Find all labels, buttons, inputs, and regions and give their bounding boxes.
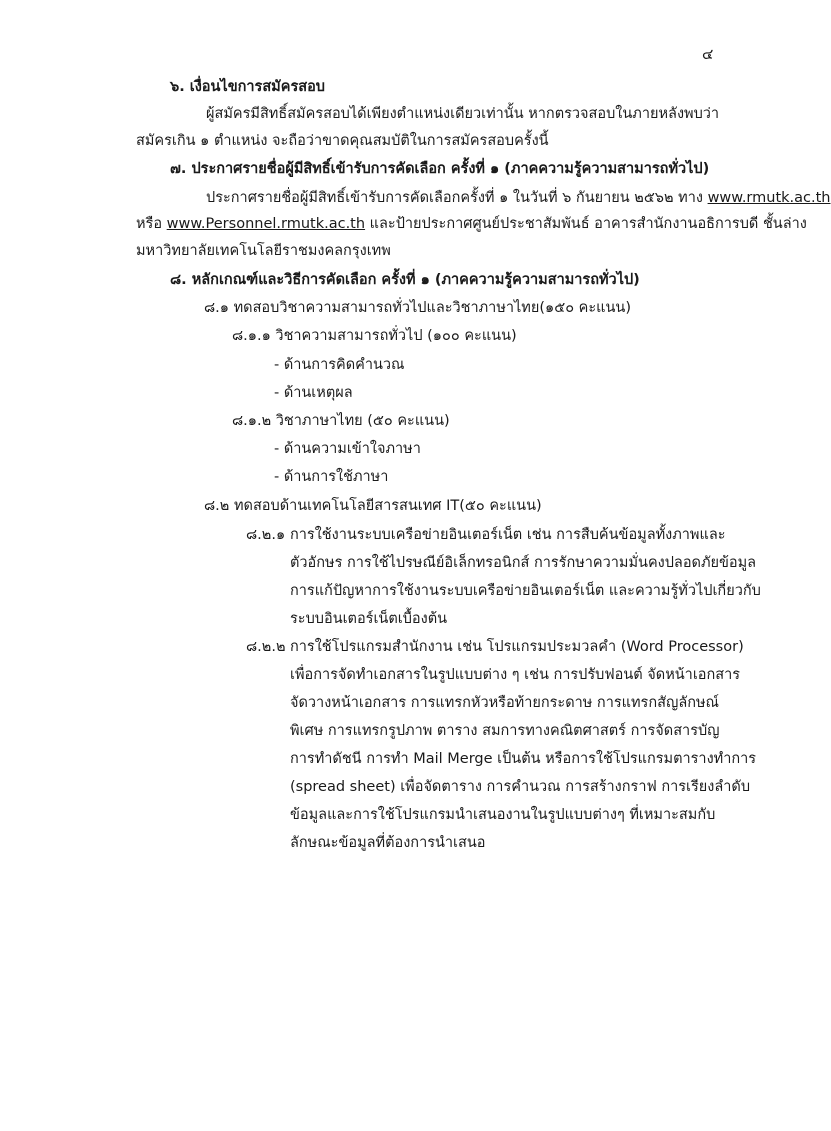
section-8-2-2-number: ๘.๒.๒ bbox=[246, 639, 286, 655]
section-6-line-1: ผู้สมัครมีสิทธิ์สมัครสอบได้เพียงตำแหน่งเดียวเท่านั้น หากตรวจสอบในภายหลังพบว่า bbox=[206, 106, 720, 122]
section-7-line-3: มหาวิทยาลัยเทคโนโลยีราชมงคลกรุงเทพ bbox=[136, 243, 391, 259]
section-8-2-2-line: จัดวางหน้าเอกสาร การแทรกหัวหรือท้ายกระดาษ การแทรกสัญลักษณ์ bbox=[290, 695, 719, 711]
section-8-2-2-line: (spread sheet) เพื่อจัดตาราง การคำนวณ การสร้างกราฟ การเรียงลำดับ bbox=[290, 779, 751, 795]
section-7-line-2-suffix: และป้ายประกาศศูนย์ประชาสัมพันธ์ อาคารสำนักงานอธิการบดี ชั้นล่าง bbox=[365, 216, 807, 232]
section-8-2-1-line: การใช้งานระบบเครือข่ายอินเตอร์เน็ต เช่น การสืบค้นข้อมูลทั้งภาพและ bbox=[290, 527, 726, 543]
section-8-2-2-line: การใช้โปรแกรมสำนักงาน เช่น โปรแกรมประมวลคำ (Word Processor) bbox=[290, 639, 744, 655]
section-8-1-2-item: - ด้านความเข้าใจภาษา bbox=[274, 441, 421, 457]
section-8-2-2-line: ลักษณะข้อมูลที่ต้องการนำเสนอ bbox=[290, 835, 486, 851]
section-8-2-2-line: พิเศษ การแทรกรูปภาพ ตาราง สมการทางคณิตศาสตร์ การจัดสารบัญ bbox=[290, 723, 720, 739]
section-6-line-2: สมัครเกิน ๑ ตำแหน่ง จะถือว่าขาดคุณสมบัติในการสมัครสอบครั้งนี้ bbox=[136, 133, 549, 149]
section-8-1-2-item: - ด้านการใช้ภาษา bbox=[274, 469, 389, 485]
section-7-line-1 bbox=[206, 188, 831, 208]
section-8-1-1-item: - ด้านเหตุผล bbox=[274, 385, 353, 401]
section-7-line-2-prefix: หรือ bbox=[136, 216, 167, 232]
section-8-2-1-line: การแก้ปัญหาการใช้งานระบบเครือข่ายอินเตอร์เน็ต และความรู้ทั่วไปเกี่ยวกับ bbox=[290, 583, 761, 599]
rmutk-website-link[interactable]: www.rmutk.ac.th bbox=[707, 190, 831, 206]
section-8-heading: ๘. หลักเกณฑ์และวิธีการคัดเลือก ครั้งที่ ๑ (ภาคความรู้ความสามารถทั่วไป) bbox=[170, 272, 640, 288]
section-7-heading: ๗. ประกาศรายชื่อผู้มีสิทธิ์เข้ารับการคัดเลือก ครั้งที่ ๑ (ภาคความรู้ความสามารถทั่วไป) bbox=[170, 161, 710, 177]
section-8-2-2-line: เพื่อการจัดทำเอกสารในรูปแบบต่าง ๆ เช่น การปรับฟอนต์ จัดหน้าเอกสาร bbox=[290, 667, 741, 683]
section-8-2-1-line: ระบบอินเตอร์เน็ตเบื้องต้น bbox=[290, 611, 448, 627]
section-8-1-1-item: - ด้านการคิดคำนวณ bbox=[274, 357, 405, 373]
section-7-line-1-text: ประกาศรายชื่อผู้มีสิทธิ์เข้ารับการคัดเลือกครั้งที่ ๑ ในวันที่ ๖ กันยายน ๒๕๖๒ ทาง bbox=[206, 190, 708, 206]
section-8-1: ๘.๑ ทดสอบวิชาความสามารถทั่วไปและวิชาภาษาไทย(๑๕๐ คะแนน) bbox=[204, 300, 631, 316]
section-8-2-1-number: ๘.๒.๑ bbox=[246, 527, 286, 543]
section-7-line-2 bbox=[136, 214, 807, 234]
section-8-2-1-line: ตัวอักษร การใช้ไปรษณีย์อิเล็กทรอนิกส์ การรักษาความมั่นคงปลอดภัยข้อมูล bbox=[290, 555, 757, 571]
section-8-2-2-line: การทำดัชนี การทำ Mail Merge เป็นต้น หรือการใช้โปรแกรมตารางทำการ bbox=[290, 751, 757, 767]
personnel-website-link[interactable]: www.Personnel.rmutk.ac.th bbox=[166, 216, 366, 232]
section-8-1-1: ๘.๑.๑ วิชาความสามารถทั่วไป (๑๐๐ คะแนน) bbox=[232, 328, 517, 344]
section-8-1-2: ๘.๑.๒ วิชาภาษาไทย (๕๐ คะแนน) bbox=[232, 413, 450, 429]
section-8-2-2-line: ข้อมูลและการใช้โปรแกรมนำเสนองานในรูปแบบต่างๆ ที่เหมาะสมกับ bbox=[290, 807, 716, 823]
page-number: ๔ bbox=[702, 45, 714, 63]
section-8-2: ๘.๒ ทดสอบด้านเทคโนโลยีสารสนเทศ IT(๕๐ คะแนน) bbox=[204, 498, 542, 514]
section-6-heading: ๖. เงื่อนไขการสมัครสอบ bbox=[170, 79, 325, 95]
